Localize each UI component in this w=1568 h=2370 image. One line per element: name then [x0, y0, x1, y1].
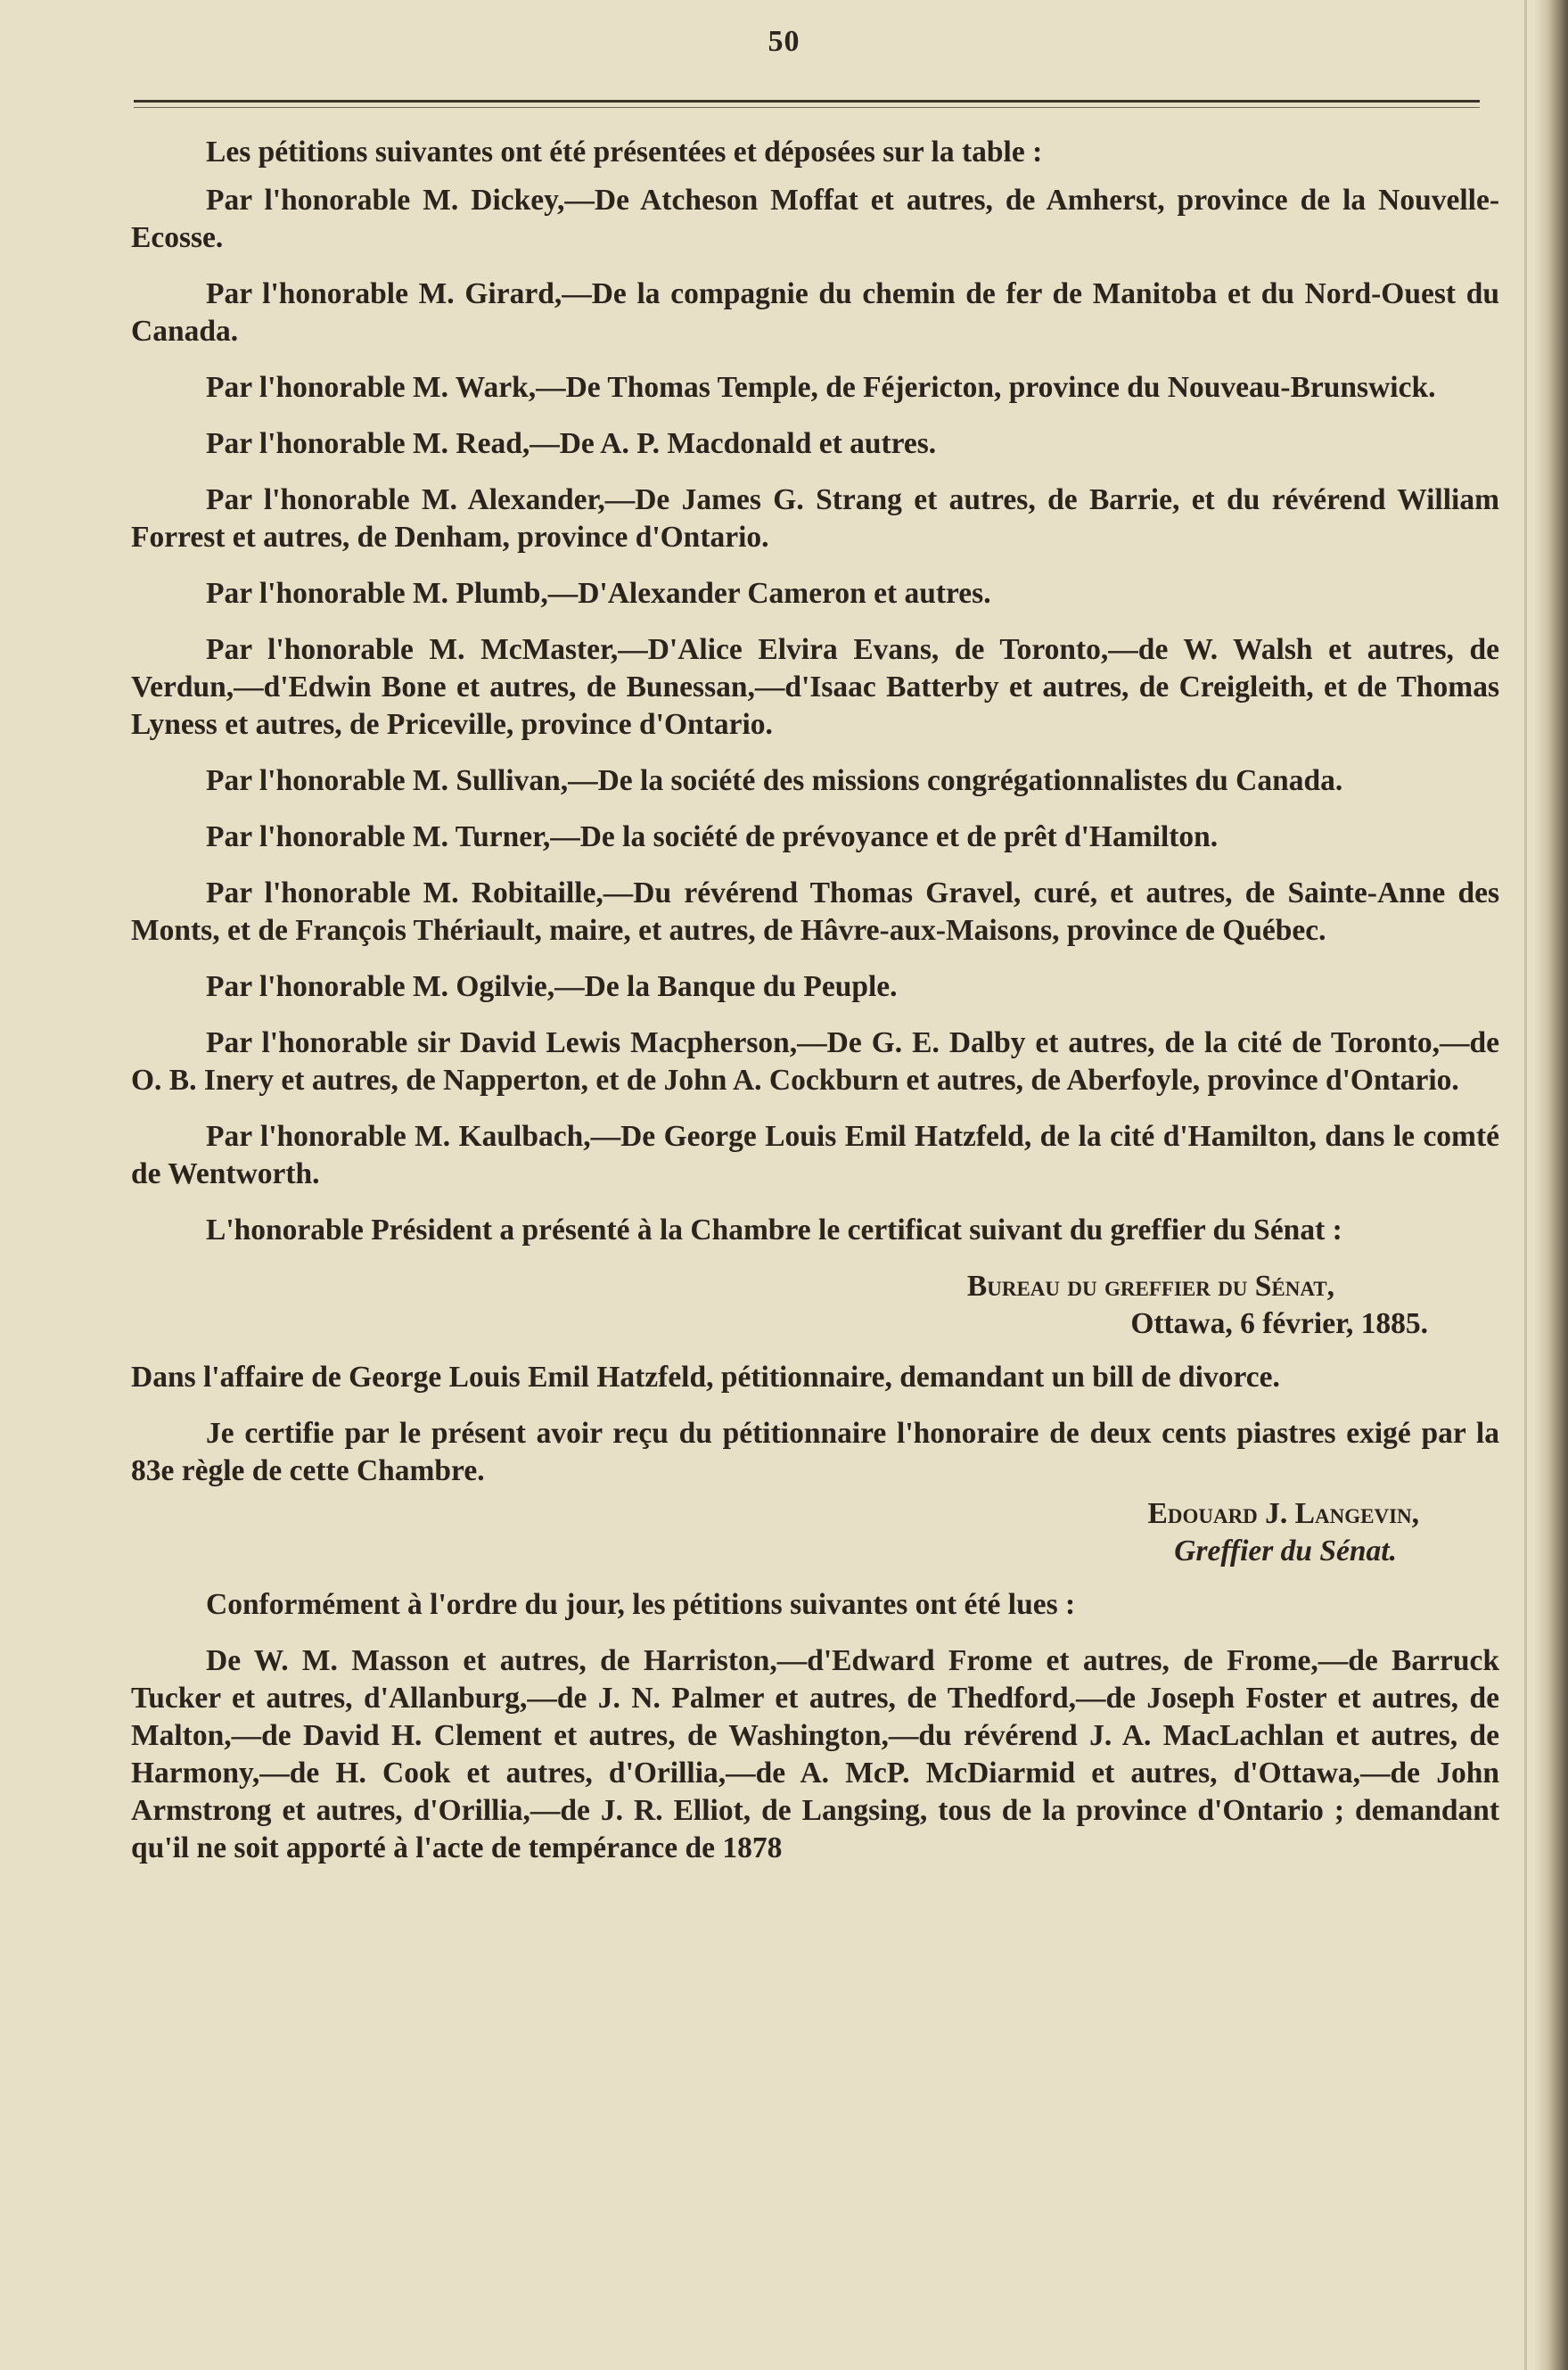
certificate-signer-title: Greffier du Sénat.	[1174, 1535, 1397, 1568]
petition-paragraph: Par l'honorable M. Read,—De A. P. Macdonald et autres.	[206, 427, 937, 460]
read-petition-paragraph: De W. M. Masson et autres, de Harriston,—d'Edward Frome et autres, de Frome,—de Barruck Tucker et autres, d'Allanburg,—de J. N. Palmer et autres, de Thedford,—de Joseph Foster et autres, de Malton,—de David H. Clement et autres, de Washington,—du révérend J. A. MacLachlan et autres, de Harmony,—de H. Cook et autres, d'Orillia,—de A. McP. McDiarmid et autres, d'Ottawa,—de John Armstrong et autres, d'Orillia,—de J. R. Elliot, de Langsing, tous de la province d'Ontario ; demandant qu'il ne soit apporté à l'acte de tempérance de 1878	[131, 1644, 1499, 1864]
petition-paragraph: Par l'honorable M. Wark,—De Thomas Temple, de Féjericton, province du Nouveau-Brunswick.	[206, 371, 1436, 404]
petition-paragraph: Par l'honorable M. Dickey,—De Atcheson Moffat et autres, de Amherst, province de la Nouvelle-Ecosse.	[131, 184, 1499, 254]
page-number: 50	[768, 25, 800, 58]
petition-paragraph: Par l'honorable M. Turner,—De la société de prévoyance et de prêt d'Hamilton.	[206, 820, 1219, 853]
page-edge-shadow	[1534, 0, 1568, 2370]
certificate-signature	[131, 1495, 1499, 1570]
header-rule	[134, 100, 1480, 103]
certificate-place-date: Ottawa, 6 février, 1885.	[1130, 1307, 1428, 1340]
petition-paragraph: Par l'honorable M. Alexander,—De James G. Strang et autres, de Barrie, et du révérend William Forrest et autres, de Denham, province d'Ontario.	[131, 483, 1499, 554]
petition-paragraph: Par l'honorable M. Robitaille,—Du révérend Thomas Gravel, curé, et autres, de Sainte-Anne des Monts, et de François Thériault, maire, et autres, de Hâvre-aux-Maisons, province de Québec.	[131, 876, 1499, 947]
petition-paragraph: Par l'honorable M. McMaster,—D'Alice Elvira Evans, de Toronto,—de W. Walsh et autres, de Verdun,—d'Edwin Bone et autres, de Bunessan,—d'Isaac Batterby et autres, de Creigleith, et de Thomas Lyness et autres, de Priceville, province d'Ontario.	[131, 633, 1499, 741]
header-rule-thin	[134, 107, 1480, 108]
president-statement: L'honorable Président a présenté à la Chambre le certificat suivant du greffier du Sénat :	[206, 1214, 1342, 1247]
certificate-matter: Dans l'affaire de George Louis Emil Hatzfeld, pétitionnaire, demandant un bill de divorce.	[131, 1361, 1280, 1394]
petition-paragraph: Par l'honorable M. Ogilvie,—De la Banque du Peuple.	[206, 970, 898, 1003]
certificate-heading	[131, 1268, 1499, 1343]
petition-paragraph: Par l'honorable M. Girard,—De la compagnie du chemin de fer de Manitoba et du Nord-Ouest du Canada.	[131, 277, 1499, 348]
petition-paragraph: Par l'honorable M. Sullivan,—De la société des missions congrégationnalistes du Canada.	[206, 764, 1343, 797]
document-body	[131, 134, 1499, 1886]
petitions-intro: Les pétitions suivantes ont été présentées et déposées sur la table :	[206, 136, 1043, 169]
certificate-office: Bureau du greffier du Sénat,	[966, 1270, 1334, 1303]
order-statement: Conformément à l'ordre du jour, les pétitions suivantes ont été lues :	[206, 1588, 1076, 1621]
certificate-text: Je certifie par le présent avoir reçu du pétitionnaire l'honoraire de deux cents piastres exigé par la 83e règle de cette Chambre.	[131, 1417, 1499, 1487]
petition-paragraph: Par l'honorable M. Kaulbach,—De George Louis Emil Hatzfeld, de la cité d'Hamilton, dans le comté de Wentworth.	[131, 1120, 1499, 1190]
certificate-signer: Edouard J. Langevin,	[1147, 1497, 1419, 1530]
petition-paragraph: Par l'honorable sir David Lewis Macpherson,—De G. E. Dalby et autres, de la cité de Toronto,—de O. B. Inery et autres, de Napperton, et de John A. Cockburn et autres, de Aberfoyle, province d'Ontario.	[131, 1026, 1499, 1097]
petition-paragraph: Par l'honorable M. Plumb,—D'Alexander Cameron et autres.	[206, 577, 991, 610]
page-gutter-line	[1524, 0, 1527, 2370]
